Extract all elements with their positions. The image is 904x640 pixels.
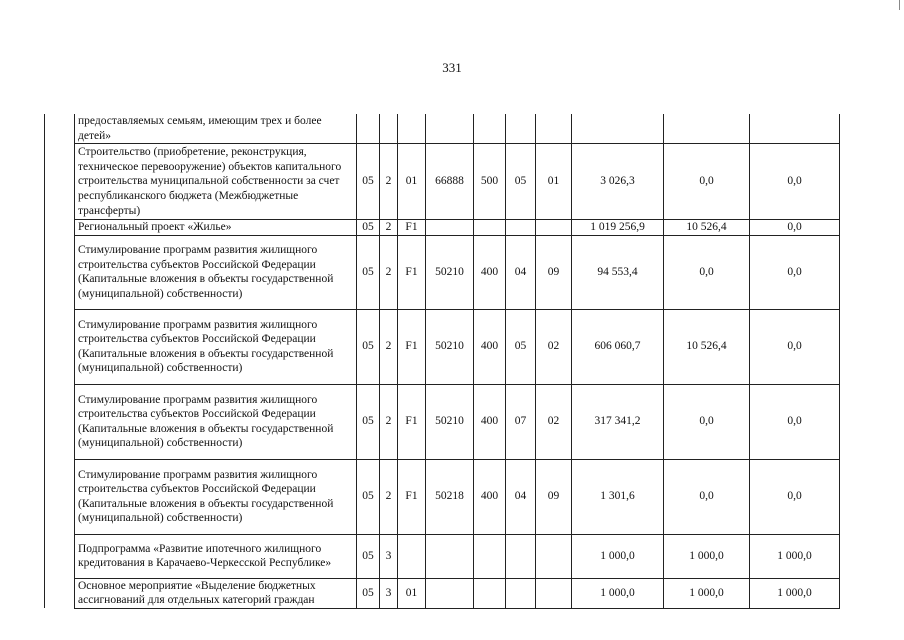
- code-cell: 07: [506, 384, 536, 459]
- value-cell: 1 000,0: [750, 578, 840, 608]
- code-cell: 05: [357, 534, 380, 578]
- code-cell: 05: [506, 144, 536, 220]
- table-row: [45, 384, 840, 459]
- row-number-cell: [45, 459, 75, 534]
- value-cell: 1 000,0: [572, 534, 664, 578]
- code-cell: 2: [380, 309, 398, 384]
- value-cell: 1 000,0: [750, 534, 840, 578]
- code-cell: [474, 578, 506, 608]
- code-cell: 09: [536, 235, 572, 309]
- code-cell: 400: [474, 459, 506, 534]
- code-cell: [398, 114, 426, 144]
- code-cell: [357, 114, 380, 144]
- value-cell: 10 526,4: [664, 309, 750, 384]
- code-cell: [536, 578, 572, 608]
- code-cell: [474, 114, 506, 144]
- code-cell: 09: [536, 459, 572, 534]
- code-cell: 500: [474, 144, 506, 220]
- value-cell: 94 553,4: [572, 235, 664, 309]
- value-cell: 0,0: [664, 384, 750, 459]
- budget-table: [44, 114, 840, 609]
- code-cell: F1: [398, 459, 426, 534]
- code-cell: 02: [536, 384, 572, 459]
- value-cell: 1 000,0: [664, 578, 750, 608]
- code-cell: 2: [380, 220, 398, 236]
- code-cell: 400: [474, 384, 506, 459]
- value-cell: 0,0: [664, 235, 750, 309]
- code-cell: 05: [357, 144, 380, 220]
- table-row: [45, 459, 840, 534]
- row-name: Стимулирование программ развития жилищного строительства субъектов Российской Федерации (Капитальные вложения в объекты государственной (муниципальной) собственности): [75, 459, 357, 534]
- row-number-cell: [45, 534, 75, 578]
- code-cell: [506, 114, 536, 144]
- value-cell: 1 301,6: [572, 459, 664, 534]
- code-cell: [536, 534, 572, 578]
- code-cell: 2: [380, 144, 398, 220]
- row-number-cell: [45, 114, 75, 144]
- code-cell: 05: [506, 309, 536, 384]
- row-name: предоставляемых семьям, имеющим трех и более детей»: [75, 114, 357, 144]
- code-cell: 05: [357, 235, 380, 309]
- code-cell: 2: [380, 384, 398, 459]
- code-cell: 3: [380, 578, 398, 608]
- value-cell: 0,0: [750, 309, 840, 384]
- row-number-cell: [45, 384, 75, 459]
- code-cell: [426, 220, 474, 236]
- code-cell: F1: [398, 309, 426, 384]
- code-cell: 05: [357, 384, 380, 459]
- value-cell: 0,0: [750, 144, 840, 220]
- code-cell: [426, 114, 474, 144]
- code-cell: 50218: [426, 459, 474, 534]
- value-cell: [572, 114, 664, 144]
- value-cell: 0,0: [750, 384, 840, 459]
- value-cell: 606 060,7: [572, 309, 664, 384]
- table-row: [45, 235, 840, 309]
- code-cell: 01: [398, 144, 426, 220]
- code-cell: 05: [357, 220, 380, 236]
- code-cell: 400: [474, 309, 506, 384]
- value-cell: 3 026,3: [572, 144, 664, 220]
- scan-edge-mark: [899, 0, 900, 10]
- code-cell: F1: [398, 220, 426, 236]
- table-row: [45, 534, 840, 578]
- value-cell: 0,0: [750, 459, 840, 534]
- code-cell: [474, 220, 506, 236]
- code-cell: F1: [398, 384, 426, 459]
- code-cell: 2: [380, 235, 398, 309]
- row-name: Строительство (приобретение, реконструкция, техническое перевооружение) объектов капитального строительства муниципальной собственности за счет республиканского бюджета (Межбюджетные трансферты): [75, 144, 357, 220]
- row-name: Подпрограмма «Развитие ипотечного жилищного кредитования в Карачаево-Черкесской Республике»: [75, 534, 357, 578]
- code-cell: 02: [536, 309, 572, 384]
- code-cell: 04: [506, 459, 536, 534]
- table-row: [45, 114, 840, 144]
- row-name: Региональный проект «Жилье»: [75, 220, 357, 236]
- code-cell: 04: [506, 235, 536, 309]
- row-number-cell: [45, 578, 75, 608]
- code-cell: 50210: [426, 384, 474, 459]
- value-cell: 0,0: [664, 144, 750, 220]
- value-cell: 10 526,4: [664, 220, 750, 236]
- code-cell: 01: [536, 144, 572, 220]
- value-cell: [664, 114, 750, 144]
- code-cell: F1: [398, 235, 426, 309]
- page-number: 331: [442, 60, 462, 75]
- value-cell: 1 000,0: [664, 534, 750, 578]
- table-row: [45, 144, 840, 220]
- value-cell: 0,0: [750, 220, 840, 236]
- row-number-cell: [45, 309, 75, 384]
- row-name: Стимулирование программ развития жилищного строительства субъектов Российской Федерации (Капитальные вложения в объекты государственной (муниципальной) собственности): [75, 309, 357, 384]
- table-row: [45, 578, 840, 608]
- row-name: Стимулирование программ развития жилищного строительства субъектов Российской Федерации (Капитальные вложения в объекты государственной (муниципальной) собственности): [75, 384, 357, 459]
- code-cell: 2: [380, 459, 398, 534]
- value-cell: 1 000,0: [572, 578, 664, 608]
- code-cell: [426, 534, 474, 578]
- code-cell: 50210: [426, 309, 474, 384]
- code-cell: 05: [357, 309, 380, 384]
- code-cell: [474, 534, 506, 578]
- table-row: [45, 309, 840, 384]
- table-row: [45, 220, 840, 236]
- value-cell: 0,0: [664, 459, 750, 534]
- row-name: Основное мероприятие «Выделение бюджетных ассигнований для отдельных категорий граждан: [75, 578, 357, 608]
- code-cell: 50210: [426, 235, 474, 309]
- row-number-cell: [45, 235, 75, 309]
- code-cell: 05: [357, 459, 380, 534]
- row-number-cell: [45, 144, 75, 220]
- code-cell: 66888: [426, 144, 474, 220]
- row-name: Стимулирование программ развития жилищного строительства субъектов Российской Федерации (Капитальные вложения в объекты государственной (муниципальной) собственности): [75, 235, 357, 309]
- code-cell: [380, 114, 398, 144]
- value-cell: 317 341,2: [572, 384, 664, 459]
- code-cell: [506, 578, 536, 608]
- code-cell: [506, 534, 536, 578]
- code-cell: 3: [380, 534, 398, 578]
- code-cell: 01: [398, 578, 426, 608]
- code-cell: 400: [474, 235, 506, 309]
- code-cell: [536, 220, 572, 236]
- value-cell: [750, 114, 840, 144]
- code-cell: [506, 220, 536, 236]
- code-cell: [536, 114, 572, 144]
- value-cell: 0,0: [750, 235, 840, 309]
- row-number-cell: [45, 220, 75, 236]
- code-cell: [426, 578, 474, 608]
- code-cell: [398, 534, 426, 578]
- code-cell: 05: [357, 578, 380, 608]
- value-cell: 1 019 256,9: [572, 220, 664, 236]
